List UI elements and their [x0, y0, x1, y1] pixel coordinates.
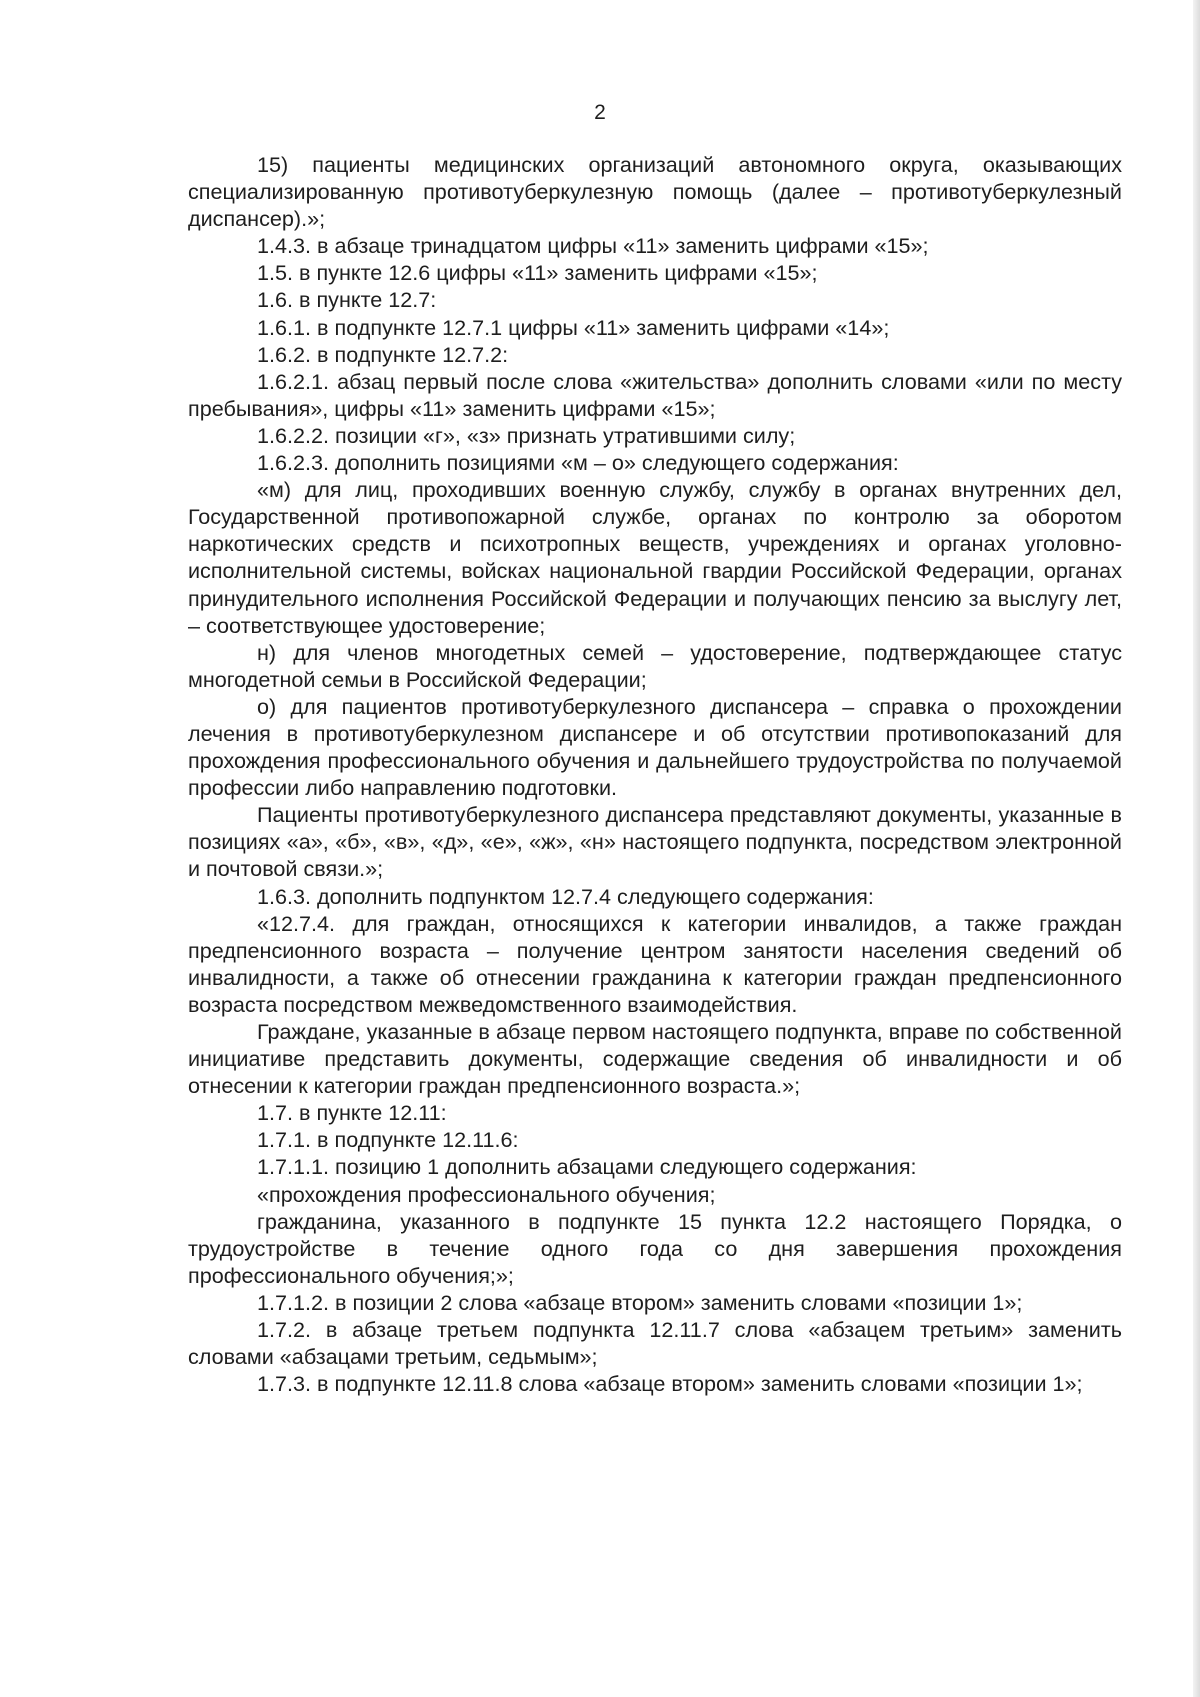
- paragraph-tb-patients-documents: Пациенты противотуберкулезного диспансера представляют документы, указанные в позициях «а», «б», «в», «д», «е», «ж», «н» настоящего подпункта, посредством электронной и почтовой связи.»;: [188, 802, 1122, 882]
- paragraph-1-7-2: 1.7.2. в абзаце третьем подпункта 12.11.7 слова «абзацем третьим» заменить словами «абзацами третьим, седьмым»;: [188, 1317, 1122, 1370]
- paragraph-position-n: н) для членов многодетных семей – удостоверение, подтверждающее статус многодетной семьи в Российской Федерации;: [188, 639, 1122, 692]
- paragraph-1-6-2-1: 1.6.2.1. абзац первый после слова «жительства» дополнить словами «или по месту пребывания», цифры «11» заменить цифрами «15»;: [188, 368, 1122, 421]
- paragraph-1-7-1-2: 1.7.1.2. в позиции 2 слова «абзаце втором» заменить словами «позиции 1»;: [257, 1289, 1023, 1315]
- document-body: [188, 151, 1122, 1397]
- paragraph-item-15: 15) пациенты медицинских организаций автономного округа, оказывающих специализированную противотуберкулезную помощь (далее – противотуберкулезный диспансер).»;: [188, 152, 1122, 232]
- paragraph-1-7: 1.7. в пункте 12.11:: [257, 1100, 447, 1126]
- paragraph-1-6-2-2: 1.6.2.2. позиции «г», «з» признать утратившими силу;: [257, 422, 796, 448]
- paragraph-1-6-2: 1.6.2. в подпункте 12.7.2:: [257, 341, 509, 367]
- paragraph-position-o: о) для пациентов противотуберкулезного диспансера – справка о прохождении лечения в противотуберкулезном диспансере и об отсутствии противопоказаний для прохождения профессионального обучения и дальнейшего трудоустройства по получаемой профессии либо направлению подготовки.: [188, 693, 1122, 801]
- paragraph-training-completion: «прохождения профессионального обучения;: [257, 1181, 716, 1207]
- paragraph-1-7-3: 1.7.3. в подпункте 12.11.8 слова «абзаце втором» заменить словами «позиции 1»;: [257, 1371, 1083, 1397]
- paragraph-1-5: 1.5. в пункте 12.6 цифры «11» заменить цифрами «15»;: [257, 260, 818, 286]
- paragraph-1-7-1-1: 1.7.1.1. позицию 1 дополнить абзацами следующего содержания:: [257, 1154, 917, 1180]
- paragraph-1-6-1: 1.6.1. в подпункте 12.7.1 цифры «11» заменить цифрами «14»;: [257, 314, 890, 340]
- paragraph-citizen-employment: гражданина, указанного в подпункте 15 пункта 12.2 настоящего Порядка, о трудоустройстве в течение одного года со дня завершения прохождения профессионального обучения;»;: [188, 1208, 1122, 1288]
- paragraph-1-6: 1.6. в пункте 12.7:: [257, 287, 437, 313]
- paragraph-position-m: «м) для лиц, проходивших военную службу, службу в органах внутренних дел, Государственной противопожарной службе, органах по контролю за оборотом наркотических средств и психотропных веществ, учреждениях и органах уголовно-исполнительной системы, войсках национальной гвардии Российской Федерации, органах принудительного исполнения Российской Федерации и получающих пенсию за выслугу лет, – соответствующее удостоверение;: [188, 477, 1122, 638]
- page-edge-shadow: [1193, 0, 1200, 1697]
- paragraph-citizens-initiative: Граждане, указанные в абзаце первом настоящего подпункта, вправе по собственной инициативе представить документы, содержащие сведения об инвалидности и об отнесении к категории граждан предпенсионного возраста.»;: [188, 1019, 1122, 1099]
- paragraph-1-7-1: 1.7.1. в подпункте 12.11.6:: [257, 1127, 519, 1153]
- page-number: 2: [594, 101, 606, 124]
- paragraph-1-6-3: 1.6.3. дополнить подпунктом 12.7.4 следующего содержания:: [257, 883, 874, 909]
- paragraph-1-6-2-3: 1.6.2.3. дополнить позициями «м – о» следующего содержания:: [257, 450, 899, 476]
- paragraph-1-4-3: 1.4.3. в абзаце тринадцатом цифры «11» заменить цифрами «15»;: [257, 233, 929, 259]
- paragraph-12-7-4: «12.7.4. для граждан, относящихся к категории инвалидов, а также граждан предпенсионного возраста – получение центром занятости населения сведений об инвалидности, а также об отнесении гражданина к категории граждан предпенсионного возраста посредством межведомственного взаимодействия.: [188, 910, 1122, 1017]
